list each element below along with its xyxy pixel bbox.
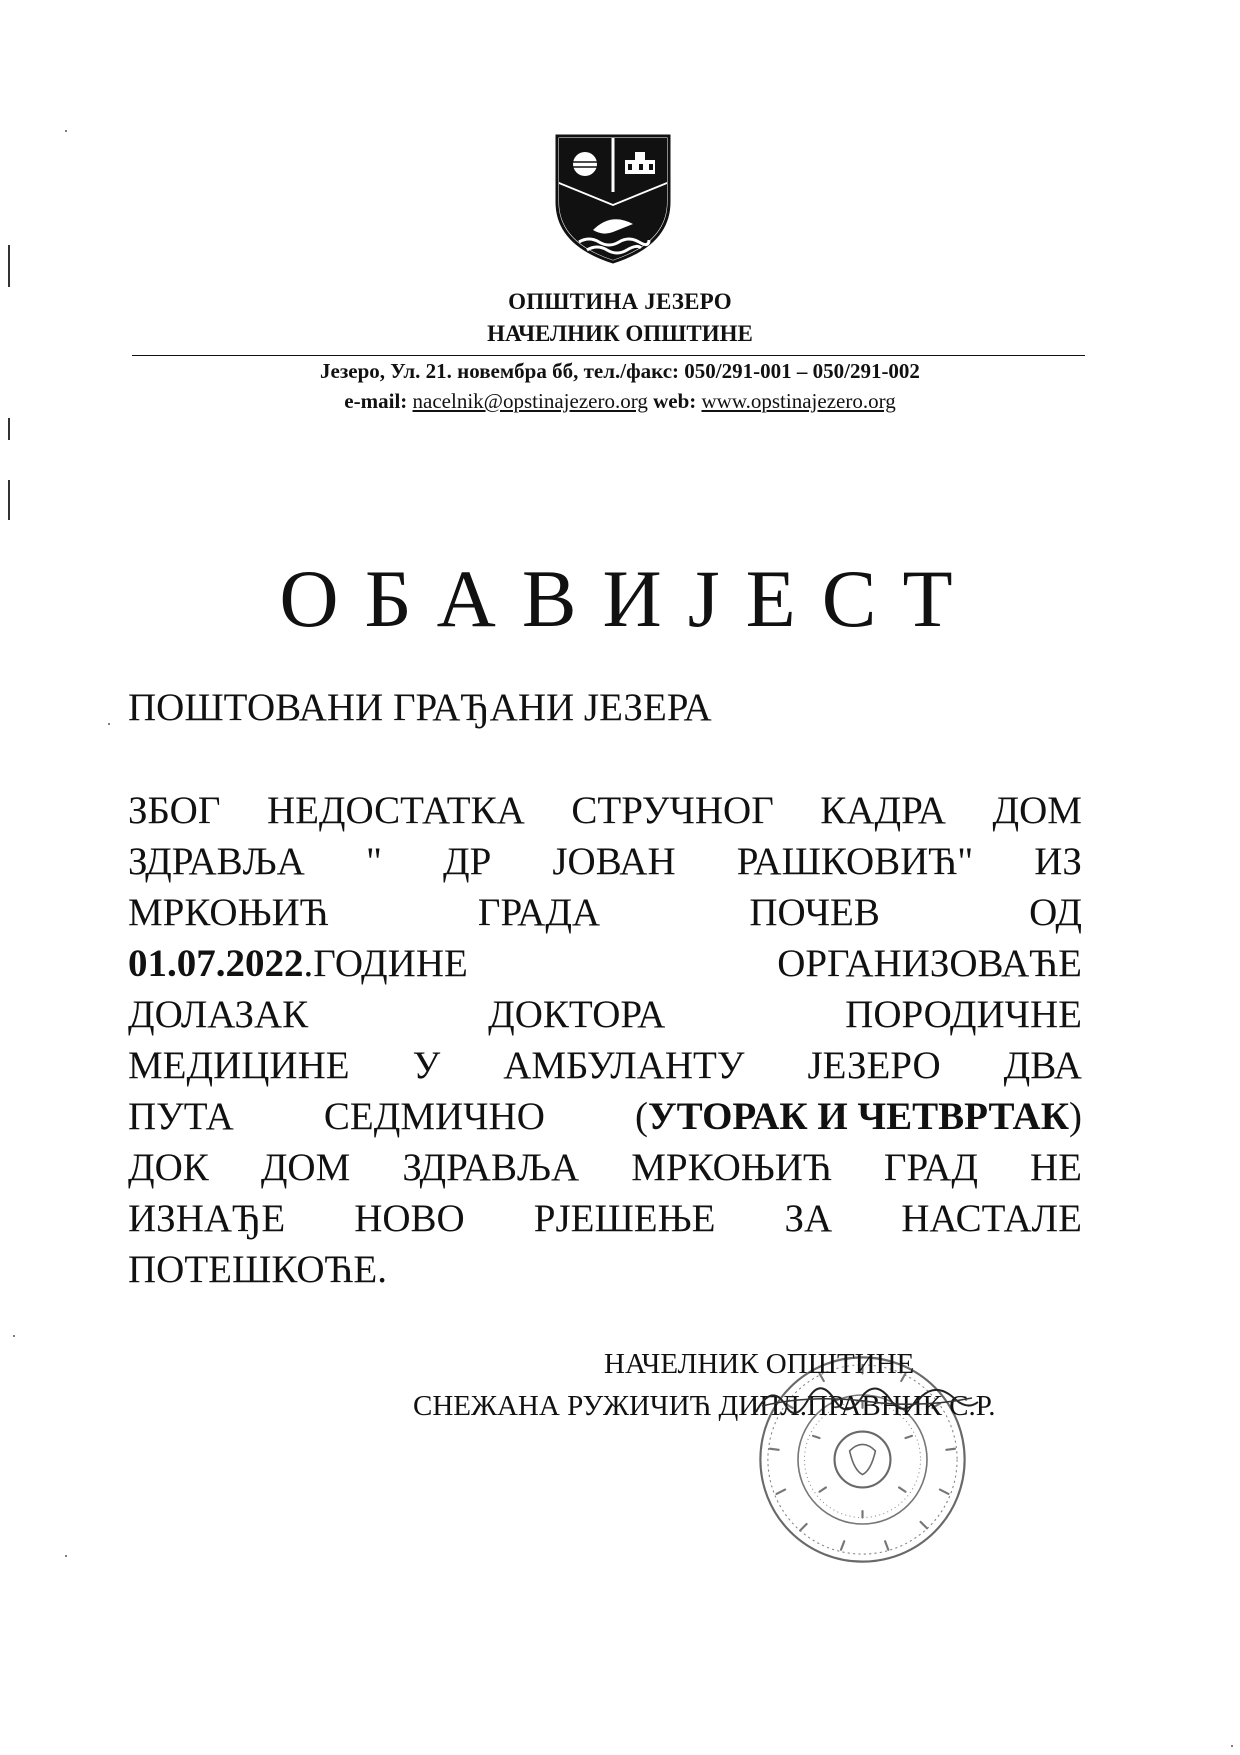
word: ДОЛАЗАК [128,993,309,1036]
word: ЗБОГ [128,789,221,832]
word: ОРГАНИЗОВАЋЕ [777,942,1082,985]
scan-artifact [65,1555,67,1557]
email-link[interactable]: nacelnik@opstinajezero.org [412,389,648,413]
word: ПОРОДИЧНЕ [845,993,1082,1036]
word: " [365,840,382,883]
word: .ГОДИНЕ [303,942,468,985]
scan-artifact [13,1335,15,1337]
scan-artifact [8,245,10,287]
word: ЗА [784,1197,833,1240]
body-line [128,1244,1082,1295]
header-divider [132,355,1085,356]
scan-artifact [1231,1745,1233,1747]
word: НОВО [354,1197,465,1240]
body-line [128,1193,1082,1244]
word: ГРАД [883,1146,978,1189]
visit-days-bold: УТОРАК И ЧЕТВРТАК [647,1095,1069,1138]
word: ЈОВАН [552,840,676,883]
word: СТРУЧНОГ [571,789,774,832]
body-line [128,785,1082,836]
word: ИЗ [1034,840,1082,883]
word: НАСТАЛЕ [901,1197,1082,1240]
word: ИЗНАЂЕ [128,1197,286,1240]
word: ГРАДА [477,891,601,934]
handwritten-signature [752,1372,982,1432]
municipality-coat-of-arms-icon [553,132,673,266]
notice-title: ОБАВИЈЕСТ [279,553,979,644]
word: ОД [1029,891,1082,934]
word: ДР [442,840,492,883]
word: ДОКТОРА [488,993,666,1036]
word: ДОК [128,1146,209,1189]
email-label: e-mail: [344,389,408,413]
web-link[interactable]: www.opstinajezero.org [701,389,896,413]
word: МЕДИЦИНЕ [128,1044,350,1087]
word: КАДРА [820,789,946,832]
greeting: ПОШТОВАНИ ГРАЂАНИ ЈЕЗЕРА [128,686,712,729]
word: АМБУЛАНТУ [503,1044,745,1087]
body-line [128,836,1082,887]
contact-line [0,389,1240,414]
body-line [128,887,1082,938]
signature-name: СНЕЖАНА РУЖИЧИЋ ДИПЛ.ПРАВНИК С.Р. [413,1390,996,1422]
word: МРКОЊИЋ [631,1146,832,1189]
scan-artifact [8,480,10,520]
body-line [128,1142,1082,1193]
body-line [128,938,1082,989]
word: ПУТА [128,1095,234,1138]
word: СЕДМИЧНО [323,1095,545,1138]
word: ДОМ [260,1146,351,1189]
notice-body [128,785,1082,1295]
body-line [128,1040,1082,1091]
address-line: Језеро, Ул. 21. новембра бб, тел./факс: 050/291-001 – 050/291-002 [320,359,920,383]
word: ДОМ [992,789,1082,832]
office-name: НАЧЕЛНИК ОПШТИНЕ [487,321,753,346]
scan-artifact [8,418,10,440]
word: НЕ [1029,1146,1082,1189]
word: ЈЕЗЕРО [807,1044,941,1087]
signature-title: НАЧЕЛНИК ОПШТИНЕ [604,1348,915,1380]
word: ПОТЕШКОЋЕ. [128,1248,388,1291]
word: РАШКОВИЋ" [736,840,974,883]
scan-artifact [65,130,67,132]
word: РЈЕШЕЊЕ [533,1197,716,1240]
visit-days: (УТОРАК И ЧЕТВРТАК) [634,1095,1082,1138]
web-label: web: [653,389,697,413]
word: МРКОЊИЋ [128,891,329,934]
word: ЗДРАВЉА [402,1146,580,1189]
word: ЗДРАВЉА [128,840,305,883]
start-date-phrase [128,938,468,989]
word: ПОЧЕВ [749,891,880,934]
body-line [128,1091,1082,1142]
start-date: 01.07.2022 [128,942,304,985]
municipality-name: ОПШТИНА ЈЕЗЕРО [508,289,732,314]
word: У [412,1044,441,1087]
word: НЕДОСТАТКА [266,789,525,832]
word: ДВА [1003,1044,1082,1087]
body-line [128,989,1082,1040]
scan-artifact [108,723,110,725]
